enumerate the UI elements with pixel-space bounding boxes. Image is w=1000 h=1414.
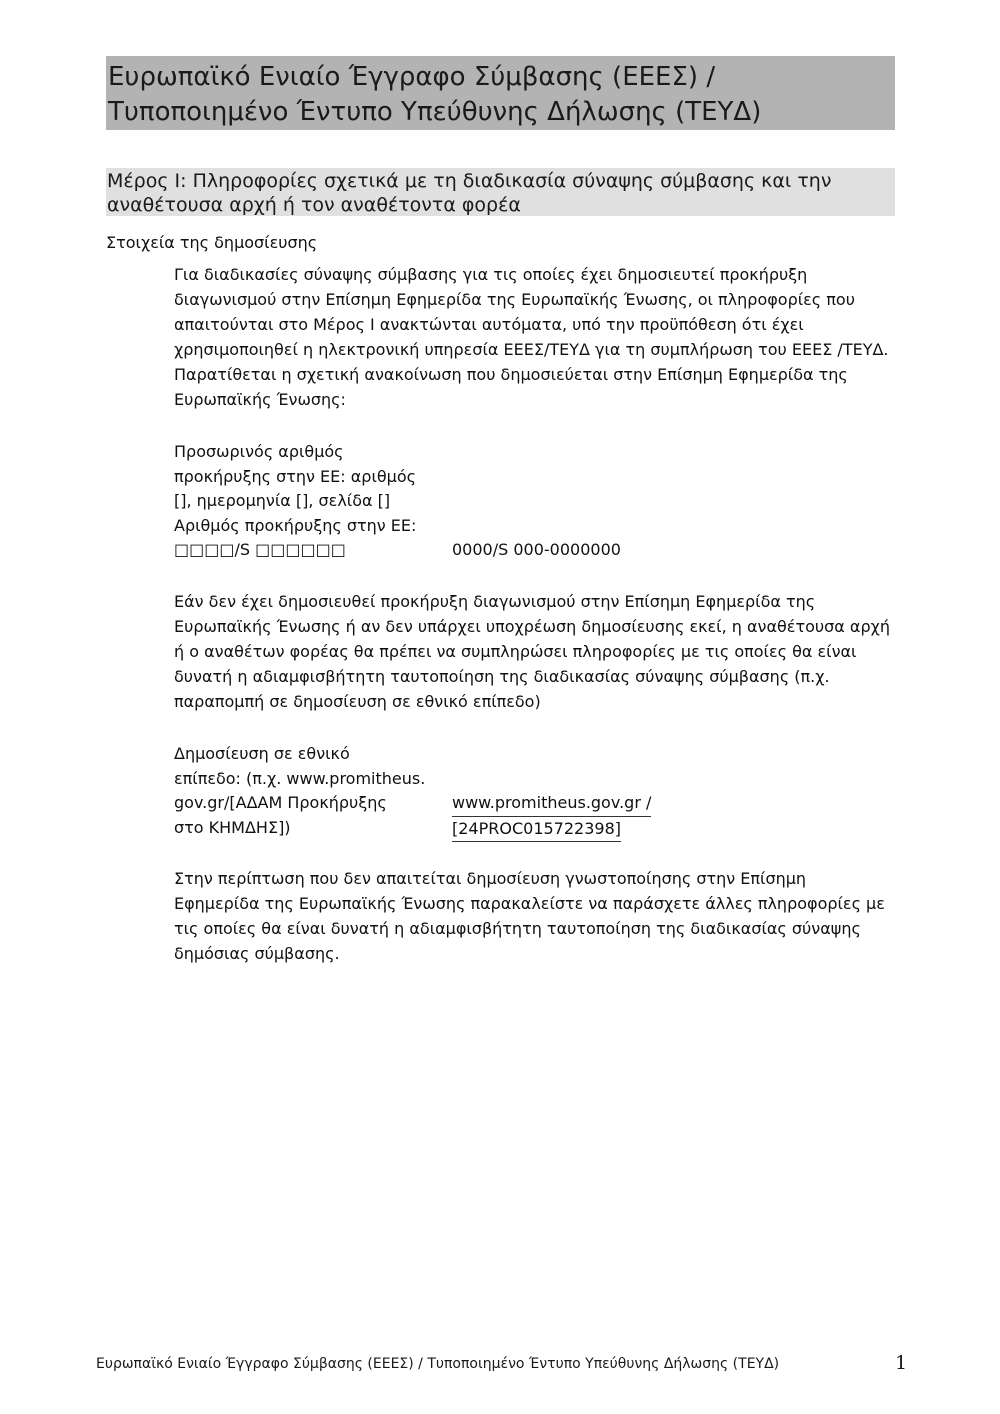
national-publication-label (174, 742, 444, 840)
page-number: 1 (895, 1352, 908, 1374)
section-heading: Μέρος Ι: Πληροφορίες σχετικά με τη διαδικασία σύναψης σύμβασης και την αναθέτουσα αρχή ή τον αναθέτοντα φορέα (106, 168, 895, 216)
eu-notice-label-line: Προσωρινός αριθμός (174, 442, 344, 461)
national-publication-label-line: στο ΚΗΜΔΗΣ]) (174, 817, 291, 837)
eu-notice-value: 0000/S 000-0000000 (452, 540, 621, 559)
national-publication-label-line: επίπεδο: (π.χ. www.promitheus. (174, 768, 426, 788)
national-publication-label-line: Δημοσίευση σε εθνικό (174, 744, 350, 763)
national-publication-label-line: gov.gr/[ΑΔΑΜ Προκήρυξης (174, 793, 387, 812)
national-publication-link[interactable]: www.promitheus.gov.gr / (452, 791, 651, 817)
footer-text: Ευρωπαϊκό Ενιαίο Έγγραφο Σύμβασης (ΕΕΕΣ) / Τυποποιημένο Έντυπο Υπεύθυνης Δήλωσης (ΤΕΥΔ) (96, 1356, 780, 1372)
closing-paragraph: Στην περίπτωση που δεν απαιτείται δημοσίευση γνωστοποίησης στην Επίσημη Εφημερίδα της Ευρωπαϊκής Ένωσης παρακαλείστε να παράσχετε άλλες πληροφορίες με τις οποίες θα είναι δυνατή η αδιαμφισβήτητη ταυτοποίηση της διαδικασίας σύναψης δημόσιας σύμβασης. (174, 869, 885, 963)
national-publication-value[interactable] (452, 791, 651, 842)
no-eu-paragraph: Εάν δεν έχει δημοσιευθεί προκήρυξη διαγωνισμού στην Επίσημη Εφημερίδα της Ευρωπαϊκής Ένωσης ή αν δεν υπάρχει υποχρέωση δημοσίευσης εκεί, η αναθέτουσα αρχή ή ο αναθέτων φορέας θα πρέπει να συμπληρώσει πληροφορίες με τις οποίες θα είναι δυνατή η αδιαμφισβήτητη ταυτοποίηση της διαδικασίας σύναψης σύμβασης (π.χ. παραπομπή σε δημοσίευση σε εθνικό επίπεδο) (174, 592, 890, 711)
document-title: Ευρωπαϊκό Ενιαίο Έγγραφο Σύμβασης (ΕΕΕΣ) / Τυποποιημένο Έντυπο Υπεύθυνης Δήλωσης (ΤΕΥΔ) (106, 56, 895, 130)
publication-heading: Στοιχεία της δημοσίευσης (106, 233, 318, 252)
eu-notice-label-line: □□□□/S □□□□□□ (174, 540, 346, 559)
eu-notice-label (174, 440, 444, 563)
eu-notice-label-line: Αριθμός προκήρυξης στην ΕΕ: (174, 515, 417, 535)
national-publication-reference[interactable]: [24PROC015722398] (452, 817, 621, 843)
intro-paragraph: Για διαδικασίες σύναψης σύμβασης για τις οποίες έχει δημοσιευτεί προκήρυξη διαγωνισμού στην Επίσημη Εφημερίδα της Ευρωπαϊκής Ένωσης, οι πληροφορίες που απαιτούνται στο Μέρος Ι ανακτώνται αυτόματα, υπό την προϋπόθεση ότι έχει χρησιμοποιηθεί η ηλεκτρονική υπηρεσία ΕΕΕΣ/ΤΕΥΔ για τη συμπλήρωση του ΕΕΕΣ /ΤΕΥΔ. Παρατίθεται η σχετική ανακοίνωση που δημοσιεύεται στην Επίσημη Εφημερίδα της Ευρωπαϊκής Ένωσης: (174, 265, 889, 409)
eu-notice-label-line: [], ημερομηνία [], σελίδα [] (174, 491, 391, 510)
eu-notice-label-line: προκήρυξης στην ΕΕ: αριθμός (174, 466, 416, 486)
